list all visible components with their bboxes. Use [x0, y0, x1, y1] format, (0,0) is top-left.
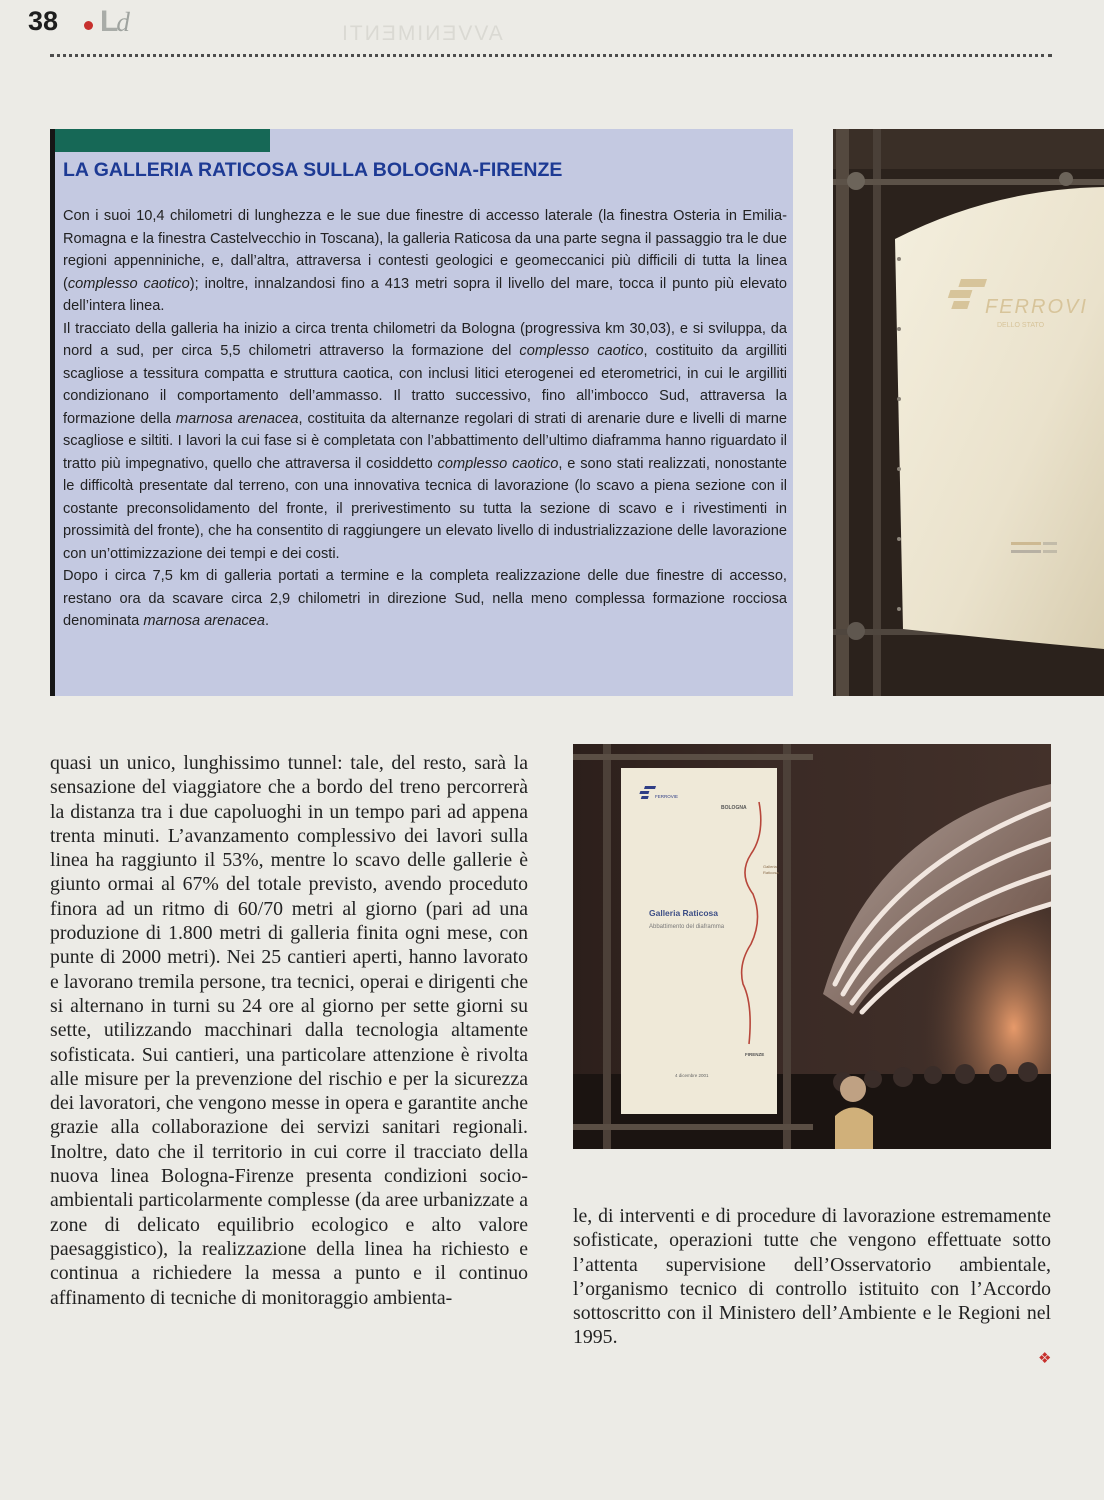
box-paragraph-1: Con i suoi 10,4 chilometri di lunghezza e le sue due finestre di accesso laterale (la finestra Osteria in Emilia-Romagna e la finestra Castelvecchio in Toscana), la galleria Raticosa da una parte segna il passaggio tra le due regioni appenniniche, e, dall’altra, attraversa i contesti geologici e geomeccanici più difficili di tutta la linea (complesso caotico); inoltre, innalzandosi fino a 413 metri sopra il livello del mare, tocca il punto più elevato dell’intera linea. — [63, 208, 787, 314]
body-text-left: quasi un unico, lunghissimo tunnel: tale, del resto, sarà la sensazione del viaggiatore che a bordo del treno percorrerà la distanza tra i due capoluoghi in un tempo pari ad appena trenta minuti. L’avanzamento complessivo dei lavori sulla linea ha raggiunto il 53%, mentre lo scavo delle gallerie è giunto ormai al 67% del totale previsto, avendo proceduto finora ad un ritmo di 60/70 metri al giorno (pari ad una produzione di 1.800 metri di galleria finita ogni mese, con punte di 2000 metri). Nei 25 cantieri aperti, hanno lavorato e lavorano tremila persone, tra tecnici, operai e dirigenti che si alternano in turni su 24 ore al giorno per sette giorni su sette, utilizzando macchinari dalla tecnologia altamente sofisticata. Sui cantieri, una particolare attenzione è rivolta alle misure per la prevenzione del rischio e per la sicurezza dei lavoratori, che vengono messe in opera e garantite anche grazie alla collaborazione dei servizi sanitari regionali. Inoltre, dato che il territorio in cui corre il tracciato della nuova linea Bologna-Firenze presenta condizioni socio-ambientali particolarmente complesse (da aree urbanizzate a zone di delicato equilibrio ecologico e alto valore paesaggistico), la realizzazione della linea ha richiesto e continua a richiedere la messa a punto e il continuo affinamento di tecniche di monitoraggio ambienta- — [50, 752, 528, 1309]
map-subtitle: Abbattimento del diaframma — [649, 924, 725, 930]
map-date: 4 dicembre 2001 — [675, 1073, 709, 1078]
body-column-left — [50, 751, 528, 1310]
map-city-top: BOLOGNA — [721, 805, 747, 811]
box-paragraph-3: Dopo i circa 7,5 km di galleria portati a termine e la completa realizzazione delle due finestre di accesso, restano ora da scavare circa 2,9 chilometri in direzione Sud, nella meno complessa formazione rocciosa denominata marnosa arenacea. — [63, 568, 787, 629]
map-gallery-label-2: Raticosa — [763, 870, 779, 875]
map-gallery-label-1: Galleria — [763, 864, 777, 869]
map-title: Galleria Raticosa — [649, 908, 718, 918]
sidebar-box — [50, 129, 793, 696]
box-title: LA GALLERIA RATICOSA SULLA BOLOGNA-FIRENZE — [63, 159, 563, 181]
magazine-logo: Ld — [100, 5, 128, 38]
box-text — [63, 205, 787, 633]
end-mark-icon: ❖ — [1038, 1349, 1052, 1367]
box-paragraph-2: Il tracciato della galleria ha inizio a circa trenta chilometri da Bologna (progressiva km 30,03), e si sviluppa, da nord a sud, per circa 5,5 chilometri attraverso la formazione del complesso caotico, costituito da argilliti scagliose a tessitura compatta e struttura caotica, con inclusi litici eterogenei ed eterometrici, in cui le argilliti condizionano il comportamento dell’ammasso. Il tratto successivo, fino all’imbocco Sud, attraversa la formazione della marnosa arenacea, costituita da alternanze regolari di strati di arenarie dure e livelli di marne scagliose e siltiti. I lavori la cui fase si è completata con l’abbattimento dell’ultimo diaframma hanno riguardato il tratto più impegnativo, quello che attraversa il cosiddetto complesso caotico, e sono stati realizzati, nonostante le difficoltà presentate dal terreno, con una innovativa tecnica di lavorazione (lo scavo a piena sezione con il costante preconsolidamento del fronte, il prerivestimento su tutta la sezione di scavo e i rivestimenti in prossimità del fronte), che ha consentito di raggiungere un elevato livello di industrializzazione delle lavorazione con un’ottimizzazione dei tempi e dei costi. — [63, 320, 788, 562]
bullet-dot-icon — [84, 21, 93, 30]
tunnel-photo — [573, 744, 1051, 1149]
banner-subtext: DELLO STATO — [997, 322, 1045, 329]
banner-photo — [833, 129, 1104, 696]
page-number: 38 — [28, 6, 59, 36]
banner-text: FERROVI — [985, 296, 1088, 318]
show-through-text: AVVENIMENTI — [340, 22, 503, 45]
body-text-right: le, di interventi e di procedure di lavorazione estremamente sofisticate, operazioni tutte che vengono effettuate sotto l’attenta supervisione dell’Osservatorio ambientale, l’organismo tecnico di controllo istituito con l’Accordo sottoscritto con il Ministero dell’Ambiente e le Regioni nel 1995. — [573, 1205, 1051, 1349]
header-dotted-rule — [50, 54, 1052, 57]
body-column-right — [573, 1204, 1051, 1350]
section-tab — [55, 129, 270, 152]
map-brand: FERROVIE — [655, 794, 679, 799]
map-city-bottom: FIRENZE — [745, 1052, 765, 1057]
